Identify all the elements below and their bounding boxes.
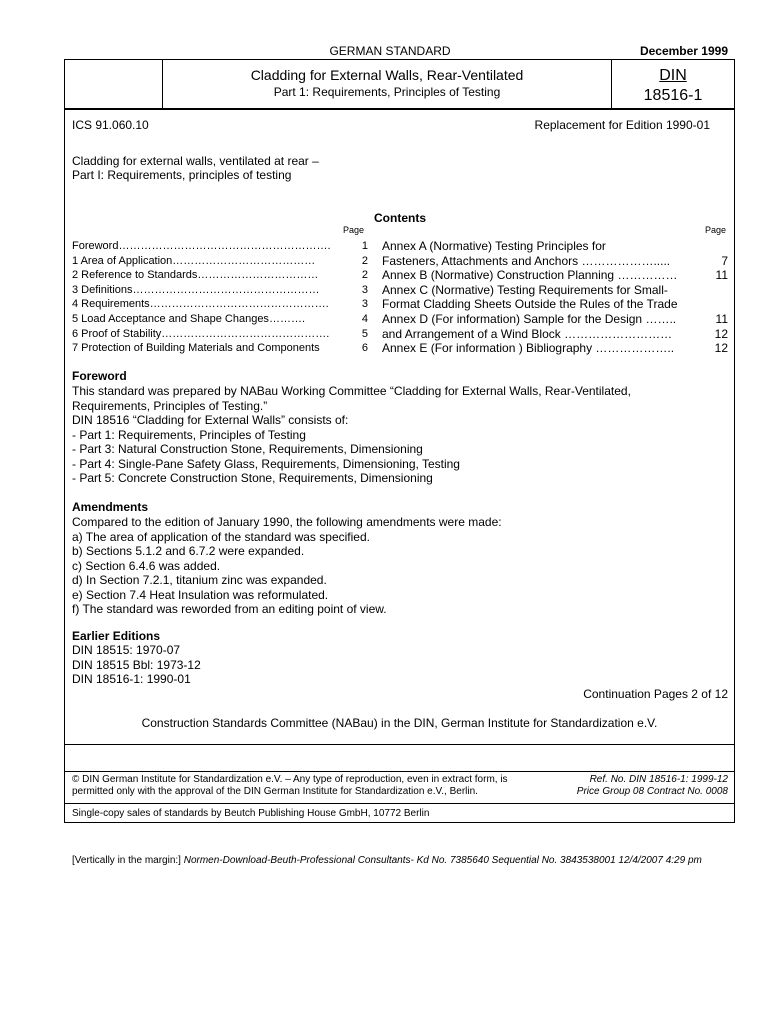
standard-type: GERMAN STANDARD (329, 44, 451, 58)
amendment-line: e) Section 7.4 Heat Insulation was reformulated. (72, 587, 329, 602)
contents-heading: Contents (374, 211, 426, 225)
committee-line: Construction Standards Committee (NABau) in the DIN, German Institute for Standardization e.V. (141, 716, 658, 730)
toc-entry (72, 297, 332, 311)
document-subtitle: Part 1: Requirements, Principles of Testing (273, 85, 501, 99)
margin-note (72, 855, 702, 867)
toc-entry-label: 1 Area of Application (72, 254, 173, 267)
amendment-line: b) Sections 5.1.2 and 6.7.2 were expanded. (72, 544, 305, 558)
replacement-note: Replacement for Edition 1990-01 (534, 118, 710, 132)
toc-annex-entry: Annex E (For information ) Bibliography ……………….. (382, 341, 675, 356)
din-label: DIN (659, 67, 687, 84)
toc-entry-leader: ………. (268, 313, 305, 325)
toc-entry-label: 6 Proof of Stability (72, 327, 162, 340)
amendments-heading: Amendments (72, 500, 149, 514)
foreword-line: Requirements, Principles of Testing.” (72, 398, 268, 413)
toc-entry (72, 327, 332, 341)
continuation-pages: Continuation Pages 2 of 12 (583, 687, 728, 701)
alt-title-line-1: Cladding for external walls, ventilated at rear – (72, 154, 319, 168)
foreword-line: - Part 4: Single-Pane Safety Glass, Requirements, Dimensioning, Testing (72, 456, 460, 471)
toc-annex-entry: Fasteners, Attachments and Anchors ………………..... (382, 253, 671, 268)
toc-annex-entry: Annex B (Normative) Construction Planning …………… (382, 268, 678, 283)
frame-divider-3 (64, 803, 735, 804)
toc-annex-entry: Annex A (Normative) Testing Principles for (382, 239, 606, 253)
toc-entry-label: 5 Load Acceptance and Shape Changes (72, 313, 269, 325)
toc-entry-page: 4 (361, 313, 368, 325)
alt-title-line-2: Part I: Requirements, principles of testing (72, 168, 292, 182)
publication-date: December 1999 (639, 44, 728, 58)
price-group: Price Group 08 Contract No. 0008 (576, 786, 728, 797)
din-number: 18516-1 (643, 87, 703, 104)
toc-entry-page: 1 (361, 240, 368, 252)
foreword-line: This standard was prepared by NABau Working Committee “Cladding for External Walls, Rear-Ventilated, (72, 384, 631, 398)
reference-number: Ref. No. DIN 18516-1: 1999-12 (589, 774, 728, 785)
toc-entry-leader: ………………………………………. (161, 327, 330, 340)
copyright-line-2: permitted only with the approval of the DIN German Institute for Standardization e.V., Berlin. (72, 786, 478, 797)
amendment-line: d) In Section 7.2.1, titanium zinc was expanded. (72, 573, 327, 587)
toc-entry (72, 283, 332, 297)
toc-entry-leader: …………………………………………………. (118, 240, 331, 252)
toc-entry (72, 312, 332, 326)
toc-entry (72, 341, 332, 355)
amendment-line: f) The standard was reworded from an editing point of view. (72, 602, 387, 616)
toc-entry-leader: …………………………… (197, 269, 319, 282)
toc-entry-label: 7 Protection of Building Materials and Components (72, 342, 320, 355)
amendment-line: a) The area of application of the standard was specified. (72, 529, 370, 544)
ics-code: ICS 91.060.10 (72, 118, 149, 132)
earlier-edition-line: DIN 18515 Bbl: 1973-12 (72, 657, 201, 672)
toc-entry (72, 239, 332, 253)
page-label-right: Page (704, 225, 726, 235)
foreword-line: - Part 3: Natural Construction Stone, Requirements, Dimensioning (72, 442, 423, 456)
toc-entry-leader: …………………………………………. (149, 298, 329, 311)
toc-entry-label: 2 Reference to Standards (72, 269, 198, 282)
toc-annex-entry: Annex C (Normative) Testing Requirements for Small- (382, 282, 668, 297)
amendment-line: Compared to the edition of January 1990, the following amendments were made: (72, 515, 502, 529)
toc-entry-page: 2 (361, 269, 368, 282)
margin-note-prefix: [Vertically in the margin:] (72, 855, 184, 866)
margin-note-text: Normen-Download-Beuth-Professional Consultants- Kd No. 7385640 Sequential No. 3843538001 12/4/2007 4:29 pm (183, 855, 702, 866)
toc-annex-entry: Format Cladding Sheets Outside the Rules of the Trade (382, 297, 678, 312)
toc-entry-label: Foreword (72, 240, 119, 252)
earlier-edition-line: DIN 18516-1: 1990-01 (72, 672, 191, 686)
amendment-line: c) Section 6.4.6 was added. (72, 558, 221, 573)
toc-entry-page: 2 (361, 254, 368, 267)
toc-annex-page: 12 (714, 326, 728, 341)
toc-annex-page: 7 (721, 253, 728, 268)
earlier-editions-heading: Earlier Editions (72, 629, 161, 643)
foreword-heading: Foreword (72, 369, 127, 383)
toc-entry (72, 268, 332, 282)
foreword-line: - Part 1: Requirements, Principles of Testing (72, 427, 306, 442)
toc-annex-page: 11 (715, 268, 728, 283)
sales-note: Single-copy sales of standards by Beutch Publishing House GmbH, 10772 Berlin (72, 808, 430, 819)
toc-entry-label: 4 Requirements (72, 298, 150, 311)
copyright-line-1: © DIN German Institute for Standardization e.V. – Any type of reproduction, even in extract form, is (72, 774, 508, 785)
foreword-line: DIN 18516 “Cladding for External Walls” consists of: (72, 413, 349, 427)
toc-entry-page: 3 (361, 283, 368, 296)
earlier-edition-line: DIN 18515: 1970-07 (72, 643, 181, 657)
toc-entry-page: 3 (361, 298, 368, 311)
document-title: Cladding for External Walls, Rear-Ventilated (250, 67, 524, 83)
toc-entry-page: 6 (361, 342, 368, 355)
toc-annex-page: 12 (714, 341, 728, 356)
toc-entry-leader: ………………………………… (172, 254, 316, 267)
toc-annex-entry: Annex D (For information) Sample for the Design …….. (382, 312, 677, 326)
toc-entry (72, 254, 332, 268)
toc-entry-label: 3 Definitions (72, 283, 133, 296)
toc-annex-page: 11 (715, 312, 728, 326)
toc-annex-entry: and Arrangement of a Wind Block ……………………… (382, 326, 673, 341)
toc-entry-leader: …………………………………………… (132, 283, 320, 296)
toc-entry-page: 5 (361, 327, 368, 340)
frame-divider-2 (64, 771, 735, 772)
page-label-left: Page (343, 225, 365, 235)
foreword-line: - Part 5: Concrete Construction Stone, Requirements, Dimensioning (72, 471, 433, 485)
frame-divider-1 (64, 744, 735, 745)
